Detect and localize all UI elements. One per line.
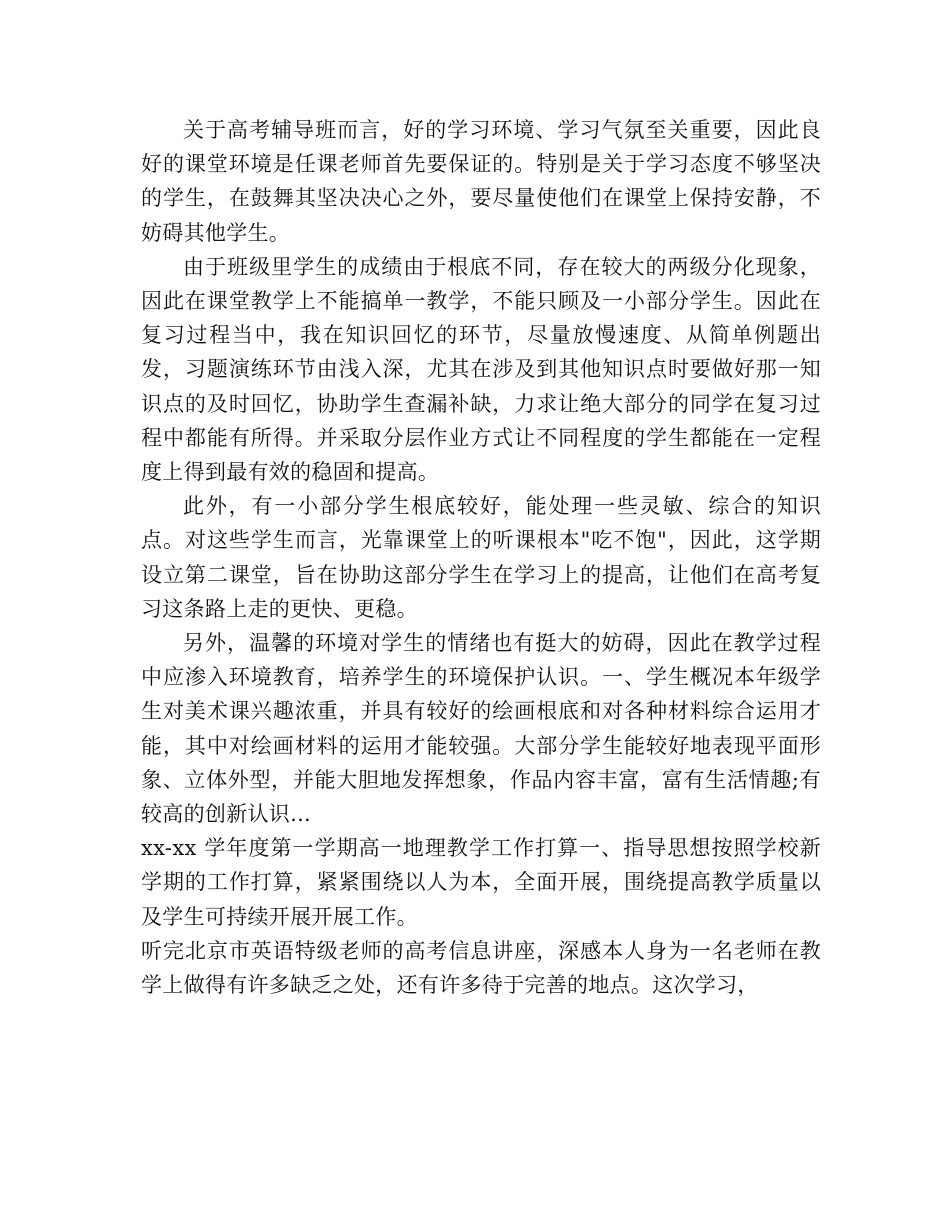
paragraph-3: 此外，有一小部分学生根底较好，能处理一些灵敏、综合的知识点。对这些学生而言，光靠课堂上的听课根本"吃不饱"，因此，这学期设立第二课堂，旨在协助这部分学生在学习上的提高，让他们在高考复习这条路上走的更快、更稳。 [141,494,821,621]
paragraph-1: 关于高考辅导班而言，好的学习环境、学习气氛至关重要，因此良好的课堂环境是任课老师首先要保证的。特别是关于学习态度不够坚决的学生，在鼓舞其坚决决心之外，要尽量使他们在课堂上保持安静，不妨碍其他学生。 [141,118,821,245]
paragraph-4: 另外，温馨的环境对学生的情绪也有挺大的妨碍，因此在教学过程中应渗入环境教育，培养学生的环境保护认识。一、学生概况本年级学生对美术课兴趣浓重，并具有较好的绘画根底和对各种材料综合运用才能，其中对绘画材料的运用才能较强。大部分学生能较好地表现平面形象、立体外型，并能大胆地发挥想象，作品内容丰富，富有生活情趣;有较高的创新认识... [141,631,821,827]
paragraph-2: 由于班级里学生的成绩由于根底不同，存在较大的两级分化现象，因此在课堂教学上不能搞单一教学，不能只顾及一小部分学生。因此在复习过程当中，我在知识回忆的环节，尽量放慢速度、从简单例题出发，习题演练环节由浅入深，尤其在涉及到其他知识点时要做好那一知识点的及时回忆，协助学生查漏补缺，力求让绝大部分的同学在复习过程中都能有所得。并采取分层作业方式让不同程度的学生都能在一定程度上得到最有效的稳固和提高。 [141,254,821,485]
paragraph-6: 听完北京市英语特级老师的高考信息讲座，深感本人身为一名老师在教学上做得有许多缺乏之处，还有许多待于完善的地点。这次学习， [141,938,821,998]
paragraph-5: xx-xx 学年度第一学期高一地理教学工作打算一、指导思想按照学校新学期的工作打算，紧紧围绕以人为本，全面开展，围绕提高教学质量以及学生可持续开展开展工作。 [141,836,821,929]
document-body [141,113,821,1002]
